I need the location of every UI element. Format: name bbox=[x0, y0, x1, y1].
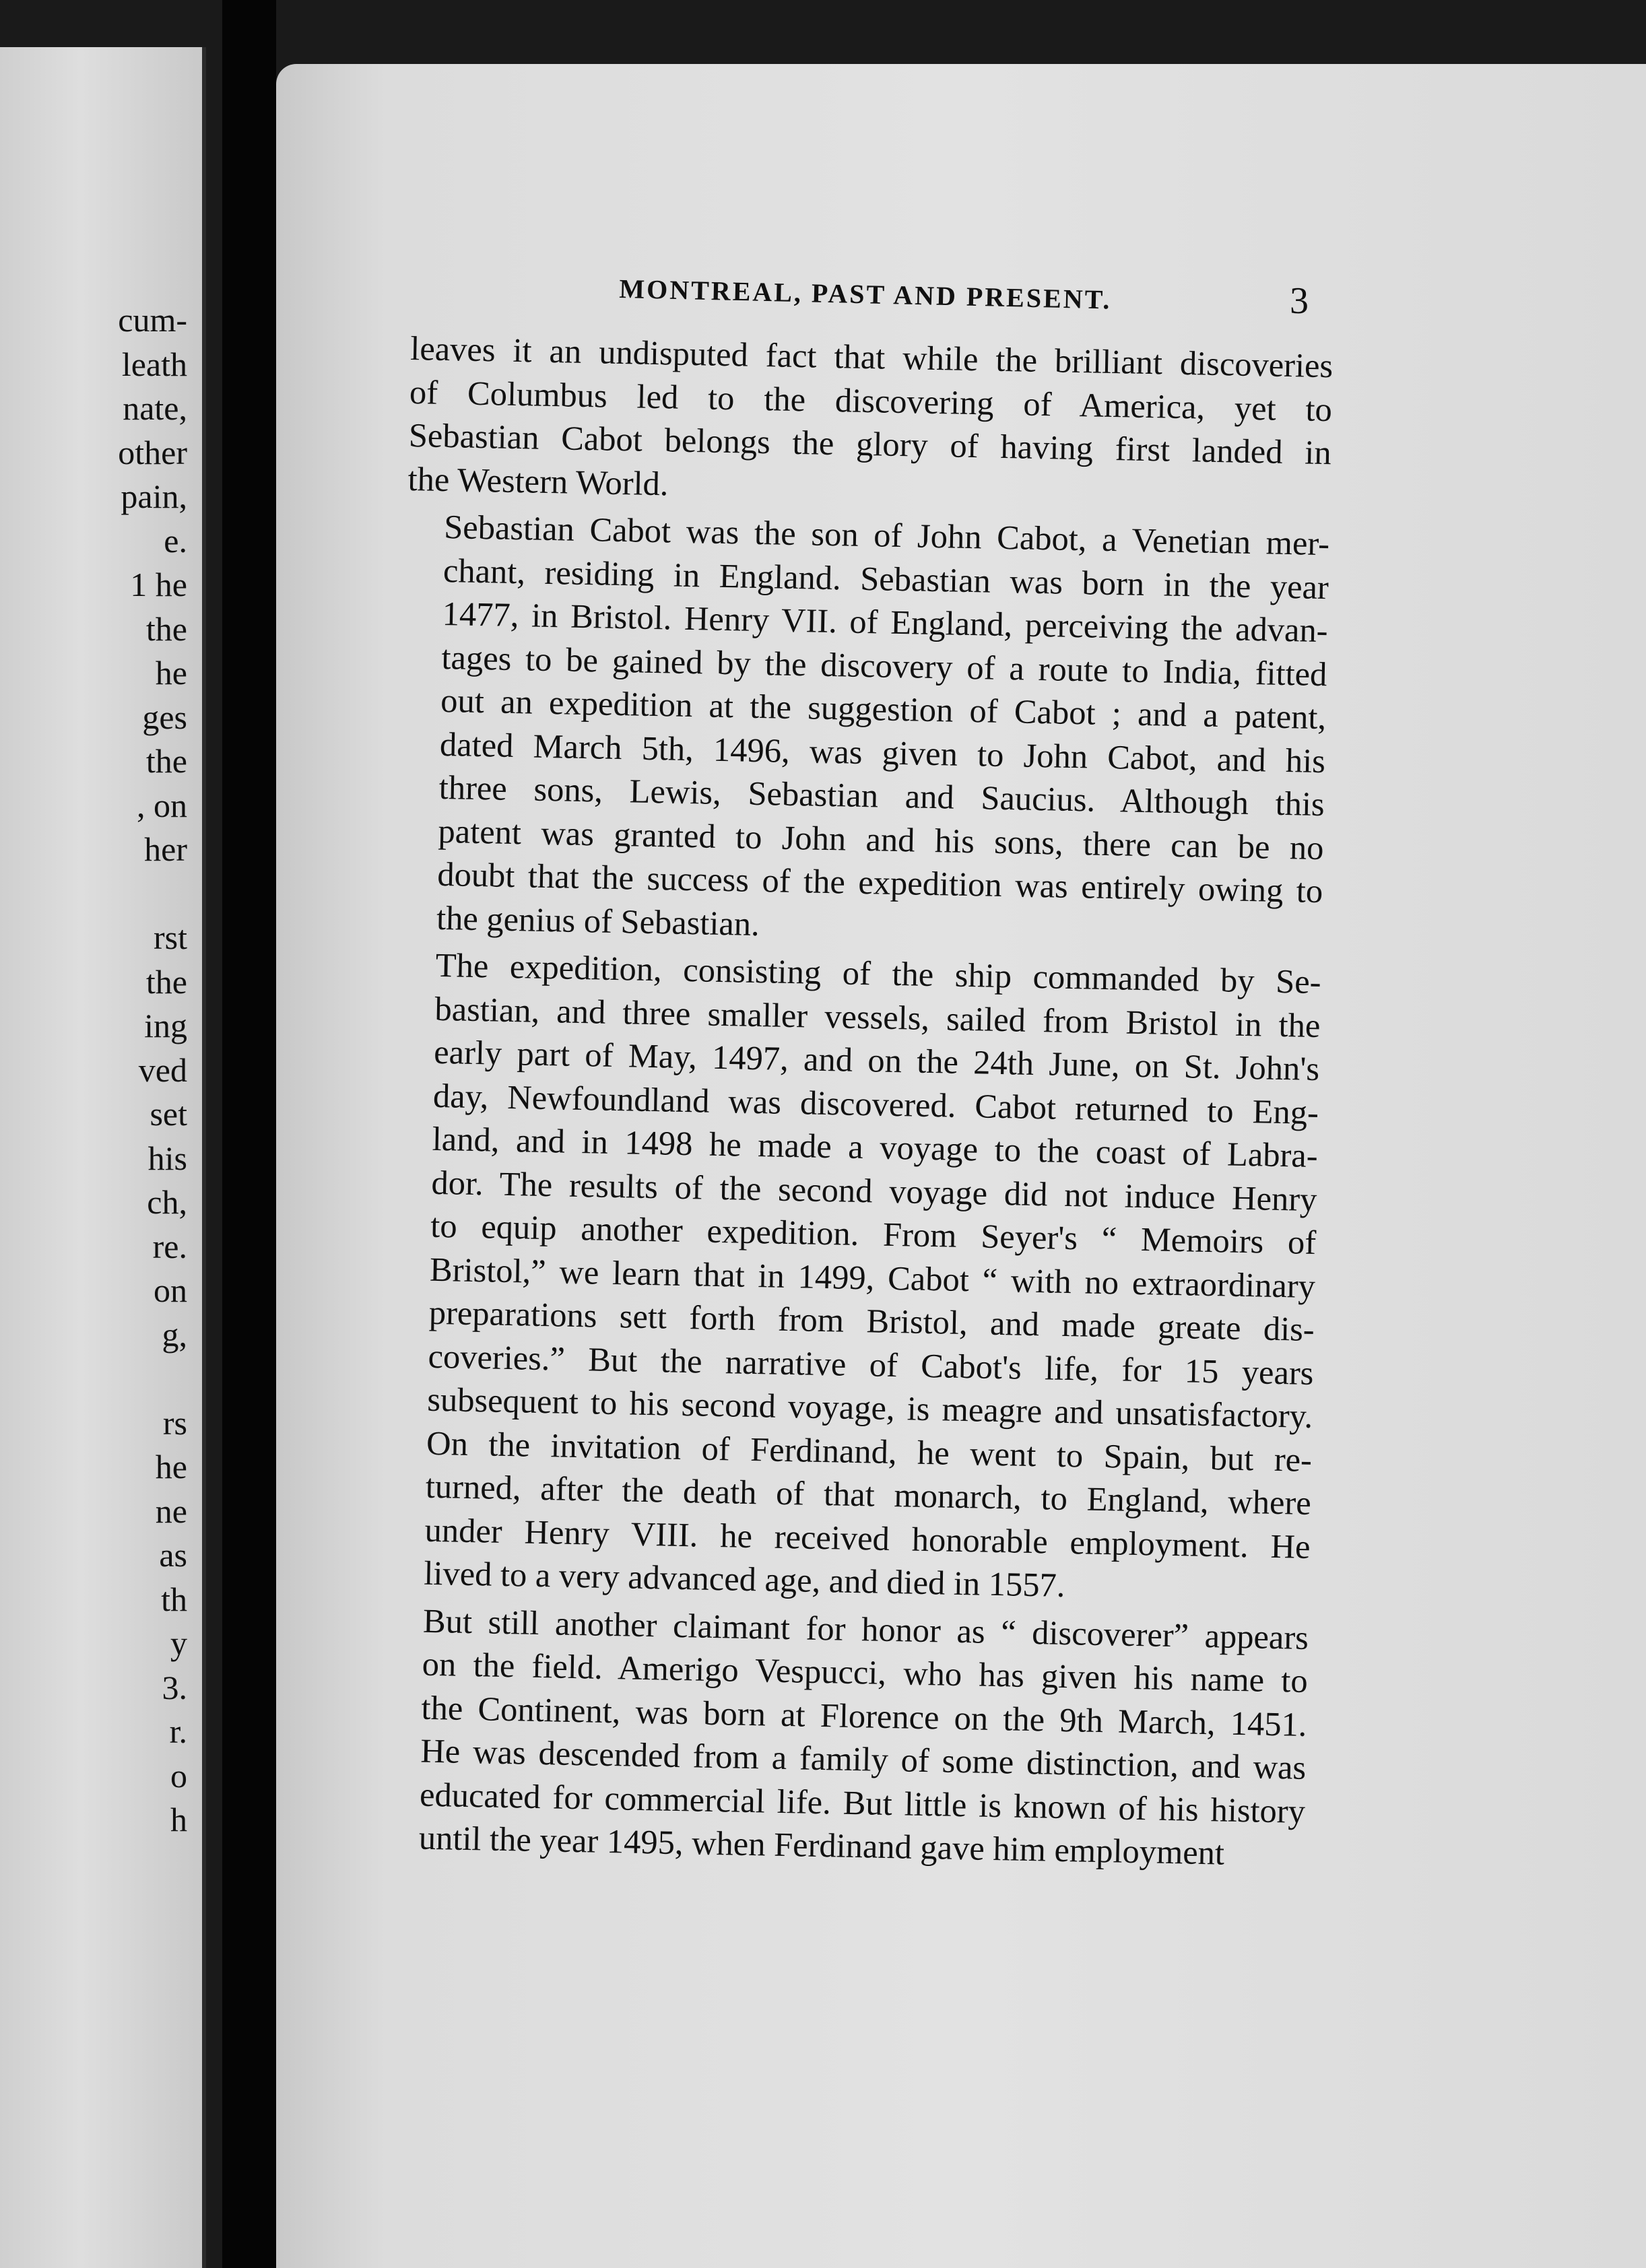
text-line: bastian, and three smaller vessels, sailed from Bristol in the bbox=[434, 989, 1321, 1044]
text-line: Sebastian Cabot was the son of John Cabot, a Venetian mer- bbox=[443, 508, 1330, 563]
facing-page-line-fragment: 1 he bbox=[130, 566, 187, 603]
text-line: the Continent, was born at Florence on the 9th March, 1451. bbox=[421, 1688, 1307, 1743]
text-line: to equip another expedition. From Seyer's “ Memoirs of bbox=[430, 1206, 1317, 1262]
text-line: land, and in 1498 he made a voyage to the coast of Labra- bbox=[432, 1119, 1319, 1175]
text-line: leaves it an undisputed fact that while the brilliant discoveries bbox=[409, 329, 1334, 385]
text-line: the genius of Sebastian. bbox=[436, 898, 760, 943]
facing-page-line-fragment: ges bbox=[142, 698, 187, 736]
facing-page-line-fragment: re. bbox=[152, 1227, 187, 1265]
facing-page-line-fragment: on bbox=[154, 1271, 187, 1309]
paragraph bbox=[407, 327, 1334, 518]
facing-page-line-fragment: g, bbox=[162, 1315, 187, 1354]
facing-page-line-fragment: the bbox=[145, 609, 187, 648]
text-line: lived to a very advanced age, and died in 1557. bbox=[423, 1554, 1065, 1604]
body-text bbox=[381, 327, 1334, 1880]
text-line: tages to be gained by the discovery of a route to India, fitted bbox=[441, 638, 1327, 693]
text-line: under Henry VIII. he received honorable employment. He bbox=[424, 1510, 1311, 1566]
facing-page-line-fragment: set bbox=[150, 1095, 187, 1133]
text-line: preparations sett forth from Bristol, and made greate dis- bbox=[428, 1293, 1315, 1349]
facing-page-line-fragment: rs bbox=[162, 1403, 187, 1442]
facing-page-line-fragment: the bbox=[145, 962, 187, 1001]
facing-page-line-fragment: as bbox=[159, 1536, 187, 1574]
text-line: On the invitation of Ferdinand, he went to Spain, but re- bbox=[426, 1424, 1313, 1479]
text-line: until the year 1495, when Ferdinand gave him employment bbox=[418, 1818, 1225, 1872]
facing-page-line-fragment: o bbox=[170, 1756, 187, 1795]
text-line: educated for commercial life. But little is known of his history bbox=[419, 1775, 1306, 1830]
facing-page-line-fragment: his bbox=[147, 1139, 187, 1177]
facing-page-line-fragment: ne bbox=[155, 1492, 187, 1530]
facing-page-line-fragment: leath bbox=[121, 345, 187, 383]
text-line: chant, residing in England. Sebastian was born in the year bbox=[442, 551, 1329, 606]
text-line: dated March 5th, 1496, was given to John Cabot, and his bbox=[439, 725, 1326, 780]
facing-page-line-fragment: nate, bbox=[123, 389, 187, 427]
text-line: early part of May, 1497, and on the 24th June, on St. John's bbox=[433, 1032, 1320, 1088]
running-title: MONTREAL, PAST AND PRESENT. bbox=[618, 273, 1112, 315]
facing-page-line-fragment: he bbox=[155, 654, 187, 692]
facing-page-line-fragment: cum- bbox=[118, 301, 187, 339]
paragraph bbox=[399, 504, 1330, 956]
text-line: Bristol,” we learn that in 1499, Cabot “ with no extraordinary bbox=[429, 1250, 1316, 1305]
facing-page-fragment bbox=[0, 47, 206, 2268]
facing-page-line-fragment: other bbox=[118, 433, 187, 471]
facing-page-line-fragment: r. bbox=[169, 1712, 187, 1750]
text-line: doubt that the success of the expedition was entirely owing to bbox=[436, 855, 1323, 910]
facing-page-line-fragment: h bbox=[170, 1801, 187, 1838]
text-line: coveries.” But the narrative of Cabot's life, for 15 years bbox=[428, 1337, 1314, 1392]
facing-page-line-fragment: ing bbox=[144, 1007, 187, 1044]
page-number: 3 bbox=[1290, 280, 1309, 322]
facing-page-line-fragment: the bbox=[145, 742, 187, 780]
facing-page-line-fragment: ved bbox=[138, 1050, 187, 1089]
text-line: Sebastian Cabot belongs the glory of having first landed in bbox=[408, 415, 1332, 472]
text-line: turned, after the death of that monarch, to England, where bbox=[425, 1467, 1312, 1522]
facing-page-line-fragment: 3. bbox=[162, 1668, 187, 1706]
facing-page-line-fragment: , on bbox=[137, 786, 187, 824]
facing-page-line-fragment: rst bbox=[154, 919, 187, 956]
text-line: He was descended from a family of some distinction, and was bbox=[420, 1731, 1307, 1787]
text-line: the Western World. bbox=[407, 459, 669, 502]
text-line: patent was granted to John and his sons, there can be no bbox=[438, 811, 1324, 867]
book-gutter bbox=[222, 0, 276, 2268]
text-line: 1477, in Bristol. Henry VII. of England, perceiving the advan- bbox=[442, 594, 1329, 650]
text-line: subsequent to his second voyage, is meagre and unsatisfactory. bbox=[426, 1380, 1313, 1436]
text-line: on the field. Amerigo Vespucci, who has given his name to bbox=[422, 1644, 1309, 1700]
facing-page-line-fragment: pain, bbox=[121, 477, 187, 515]
facing-page-line-fragment: y bbox=[170, 1624, 187, 1662]
paragraph bbox=[381, 1598, 1309, 1876]
text-line: day, Newfoundland was discovered. Cabot returned to Eng- bbox=[432, 1076, 1319, 1131]
facing-page-line-fragment: her bbox=[144, 830, 187, 868]
paragraph bbox=[387, 943, 1321, 1612]
text-line: three sons, Lewis, Sebastian and Saucius. Although this bbox=[438, 768, 1325, 824]
text-line: dor. The results of the second voyage did not induce Henry bbox=[431, 1163, 1317, 1218]
facing-page-line-fragment: th bbox=[161, 1580, 187, 1618]
facing-page-line-fragment: ch, bbox=[147, 1183, 187, 1221]
text-line: But still another claimant for honor as “ discoverer” appears bbox=[422, 1601, 1309, 1657]
book-page bbox=[276, 64, 1646, 2268]
facing-page-line-fragment: he bbox=[155, 1448, 187, 1486]
text-line: out an expedition at the suggestion of Cabot ; and a patent, bbox=[440, 681, 1327, 737]
text-line: The expedition, consisting of the ship commanded by Se- bbox=[435, 945, 1322, 1001]
facing-page-line-fragment: e. bbox=[164, 521, 187, 560]
text-line: of Columbus led to the discovering of America, yet to bbox=[409, 372, 1333, 428]
